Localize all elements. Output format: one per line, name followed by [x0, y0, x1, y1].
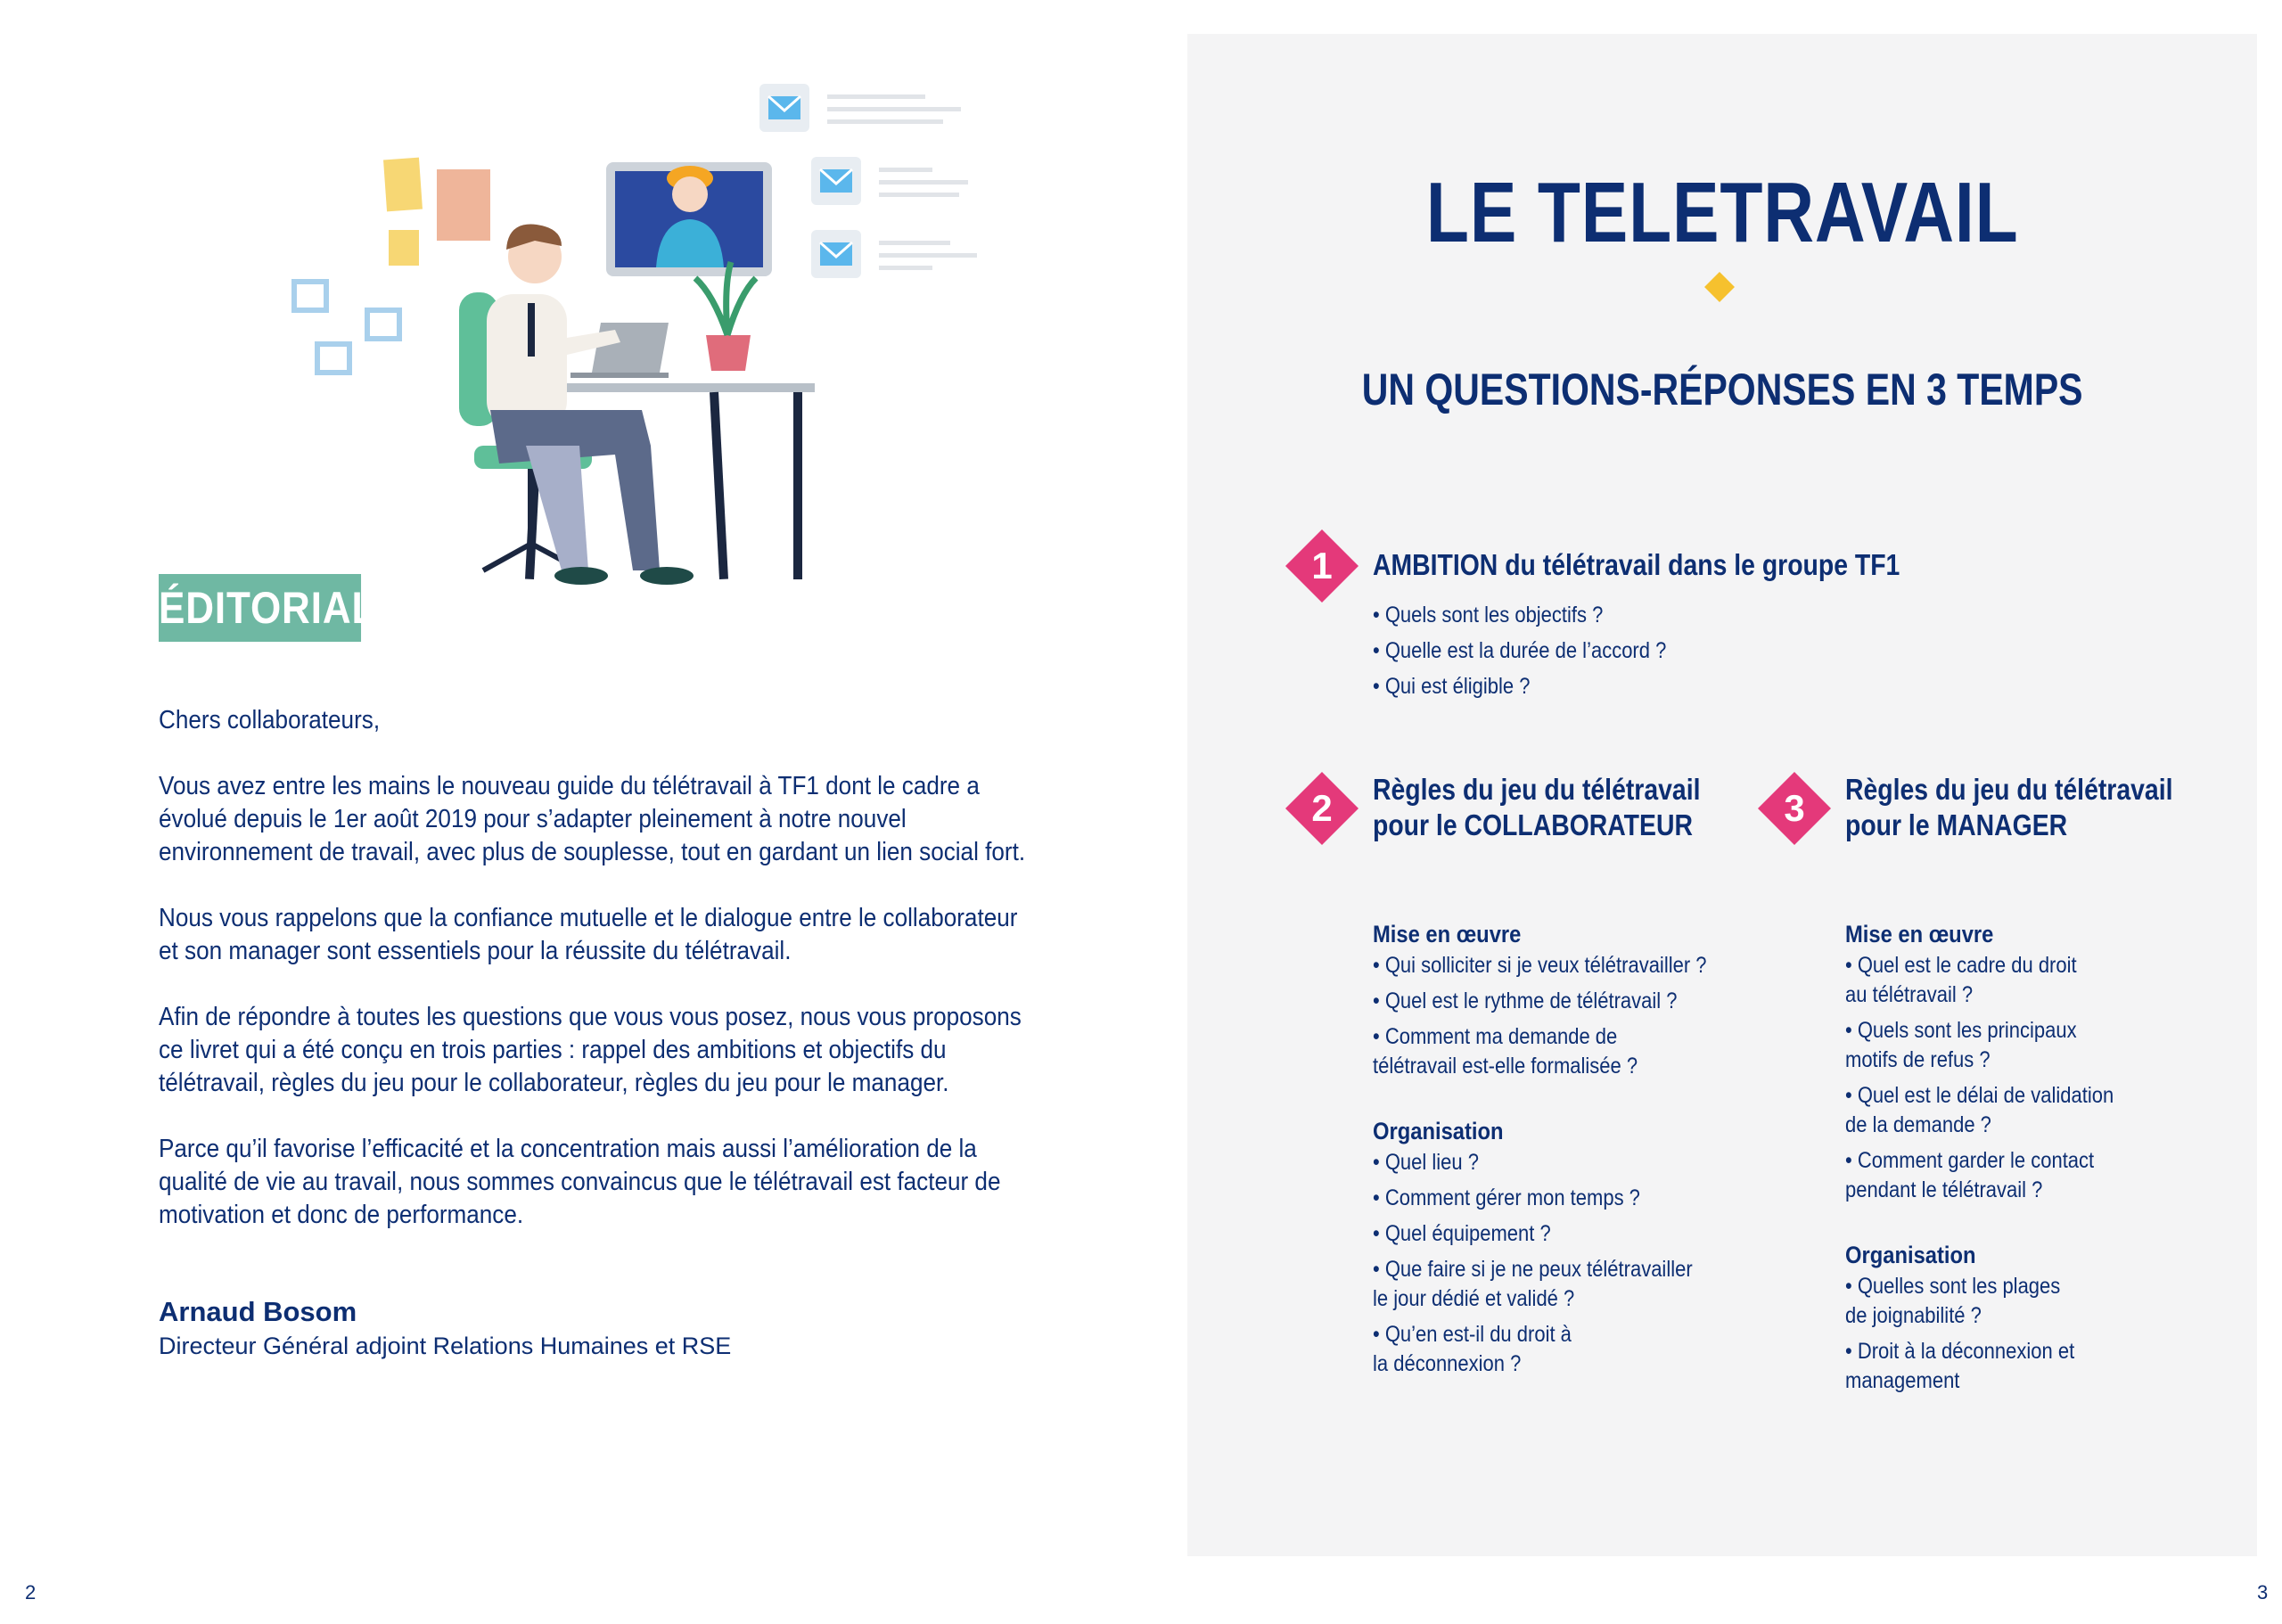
window-square-icon — [294, 282, 326, 310]
editorial-paragraph: Nous vous rappelons que la confiance mutuelle et le dialogue entre le collaborateur et son manager sont essentiels pour la réussite du télétravail. — [159, 904, 1018, 965]
editorial-paragraph: Afin de répondre à toutes les questions que vous vous posez, nous vous proposons ce livret qui a été conçu en trois parties : rappel des ambitions et objectifs du télétravail, règles du jeu pour le collaborateur, règles du jeu pour le manager. — [159, 1003, 1022, 1097]
section-question-list — [1373, 601, 1666, 708]
list-item: • Quelle est la durée de l’accord ? — [1373, 638, 1667, 663]
section-ambition — [1285, 529, 2177, 761]
list-item: • Droit à la déconnexion et — [1845, 1339, 2075, 1364]
section-title: Règles du jeu du télétravail pour le MANAGER — [1845, 773, 2173, 841]
group-title: Organisation — [1373, 1118, 1504, 1144]
list-item: • Qu’en est-il du droit à — [1373, 1322, 1572, 1347]
mail-icon — [811, 157, 968, 205]
editorial-paragraph: Vous avez entre les mains le nouveau guide du télétravail à TF1 dont le cadre a évolué depuis le 1er août 2019 pour s’adapter pleinement à notre nouvel environnement de travail, avec plus de souplesse, tout en gardant un lien social fort. — [159, 772, 1026, 866]
section-manager — [1758, 772, 2221, 1449]
list-item: télétravail est-elle formalisée ? — [1373, 1054, 1638, 1079]
list-item: • Qui est éligible ? — [1373, 674, 1531, 699]
section-number: 1 — [1311, 545, 1333, 586]
list-item: le jour dédié et validé ? — [1373, 1286, 1575, 1311]
editorial-body — [159, 704, 1095, 1265]
page-subtitle: UN QUESTIONS-RÉPONSES EN 3 TEMPS — [1361, 365, 2083, 414]
sticky-note-icon — [389, 230, 419, 266]
sticky-note-icon — [383, 158, 423, 212]
section-title: Règles du jeu du télétravail pour le COLLABORATEUR — [1373, 773, 1701, 841]
list-item: • Comment garder le contact — [1845, 1148, 2095, 1173]
window-square-icon — [317, 344, 349, 373]
page-title: LE TELETRAVAIL — [1425, 165, 2019, 260]
diamond-accent-icon — [1704, 272, 1735, 302]
page-number-right: 3 — [2257, 1581, 2269, 1603]
list-item: • Comment gérer mon temps ? — [1373, 1185, 1640, 1210]
right-page-panel — [1187, 34, 2257, 1556]
list-item: la déconnexion ? — [1373, 1351, 1522, 1376]
plant-icon — [695, 262, 756, 371]
section-number: 2 — [1311, 787, 1333, 829]
list-item: • Qui solliciter si je veux télétravailler ? — [1373, 953, 1707, 978]
section-title: AMBITION du télétravail dans le groupe TF1 — [1373, 548, 1900, 581]
mail-icon — [759, 84, 961, 132]
signature-title: Directeur Général adjoint Relations Humaines et RSE — [159, 1333, 732, 1359]
list-item: • Comment ma demande de — [1373, 1024, 1618, 1049]
list-item: • Quel est le rythme de télétravail ? — [1373, 988, 1678, 1013]
list-item: au télétravail ? — [1845, 982, 1974, 1007]
group-title: Mise en œuvre — [1373, 921, 1522, 947]
window-square-icon — [367, 310, 399, 339]
editorial-label: ÉDITORIAL — [159, 574, 361, 642]
sticky-note-icon — [437, 169, 490, 241]
page-number-left: 2 — [25, 1581, 37, 1603]
list-item: • Quelles sont les plages — [1845, 1274, 2061, 1299]
list-item: • Que faire si je ne peux télétravailler — [1373, 1257, 1693, 1282]
section-question-list — [1845, 920, 2114, 1402]
group-title: Mise en œuvre — [1845, 921, 1994, 947]
list-item: motifs de refus ? — [1845, 1047, 1991, 1072]
group-title: Organisation — [1845, 1242, 1976, 1268]
mail-icon — [811, 230, 977, 278]
list-item: • Quel est le cadre du droit — [1845, 953, 2077, 978]
list-item: • Quel est le délai de validation — [1845, 1083, 2114, 1108]
greeting-paragraph: Chers collaborateurs, — [159, 706, 381, 734]
video-call-screen-icon — [606, 162, 772, 276]
section-number: 3 — [1784, 787, 1805, 829]
editorial-paragraph: Parce qu’il favorise l’efficacité et la concentration mais aussi l’amélioration de la qualité de vie au travail, nous sommes convaincus que le télétravail est facteur de motivation et donc de performance. — [159, 1135, 1001, 1229]
list-item: management — [1845, 1368, 1960, 1393]
list-item: de la demande ? — [1845, 1112, 1991, 1137]
section-collaborateur — [1285, 772, 1749, 1449]
list-item: • Quels sont les objectifs ? — [1373, 603, 1604, 627]
signature-block — [159, 1294, 731, 1362]
remote-work-illustration — [267, 71, 1007, 588]
section-question-list — [1373, 920, 1707, 1385]
list-item: • Quels sont les principaux — [1845, 1018, 2077, 1043]
list-item: de joignabilité ? — [1845, 1303, 1982, 1328]
list-item: • Quel lieu ? — [1373, 1150, 1479, 1175]
list-item: • Quel équipement ? — [1373, 1221, 1551, 1246]
signature-name: Arnaud Bosom — [159, 1296, 357, 1327]
man-working-icon — [487, 225, 694, 585]
list-item: pendant le télétravail ? — [1845, 1177, 2043, 1202]
